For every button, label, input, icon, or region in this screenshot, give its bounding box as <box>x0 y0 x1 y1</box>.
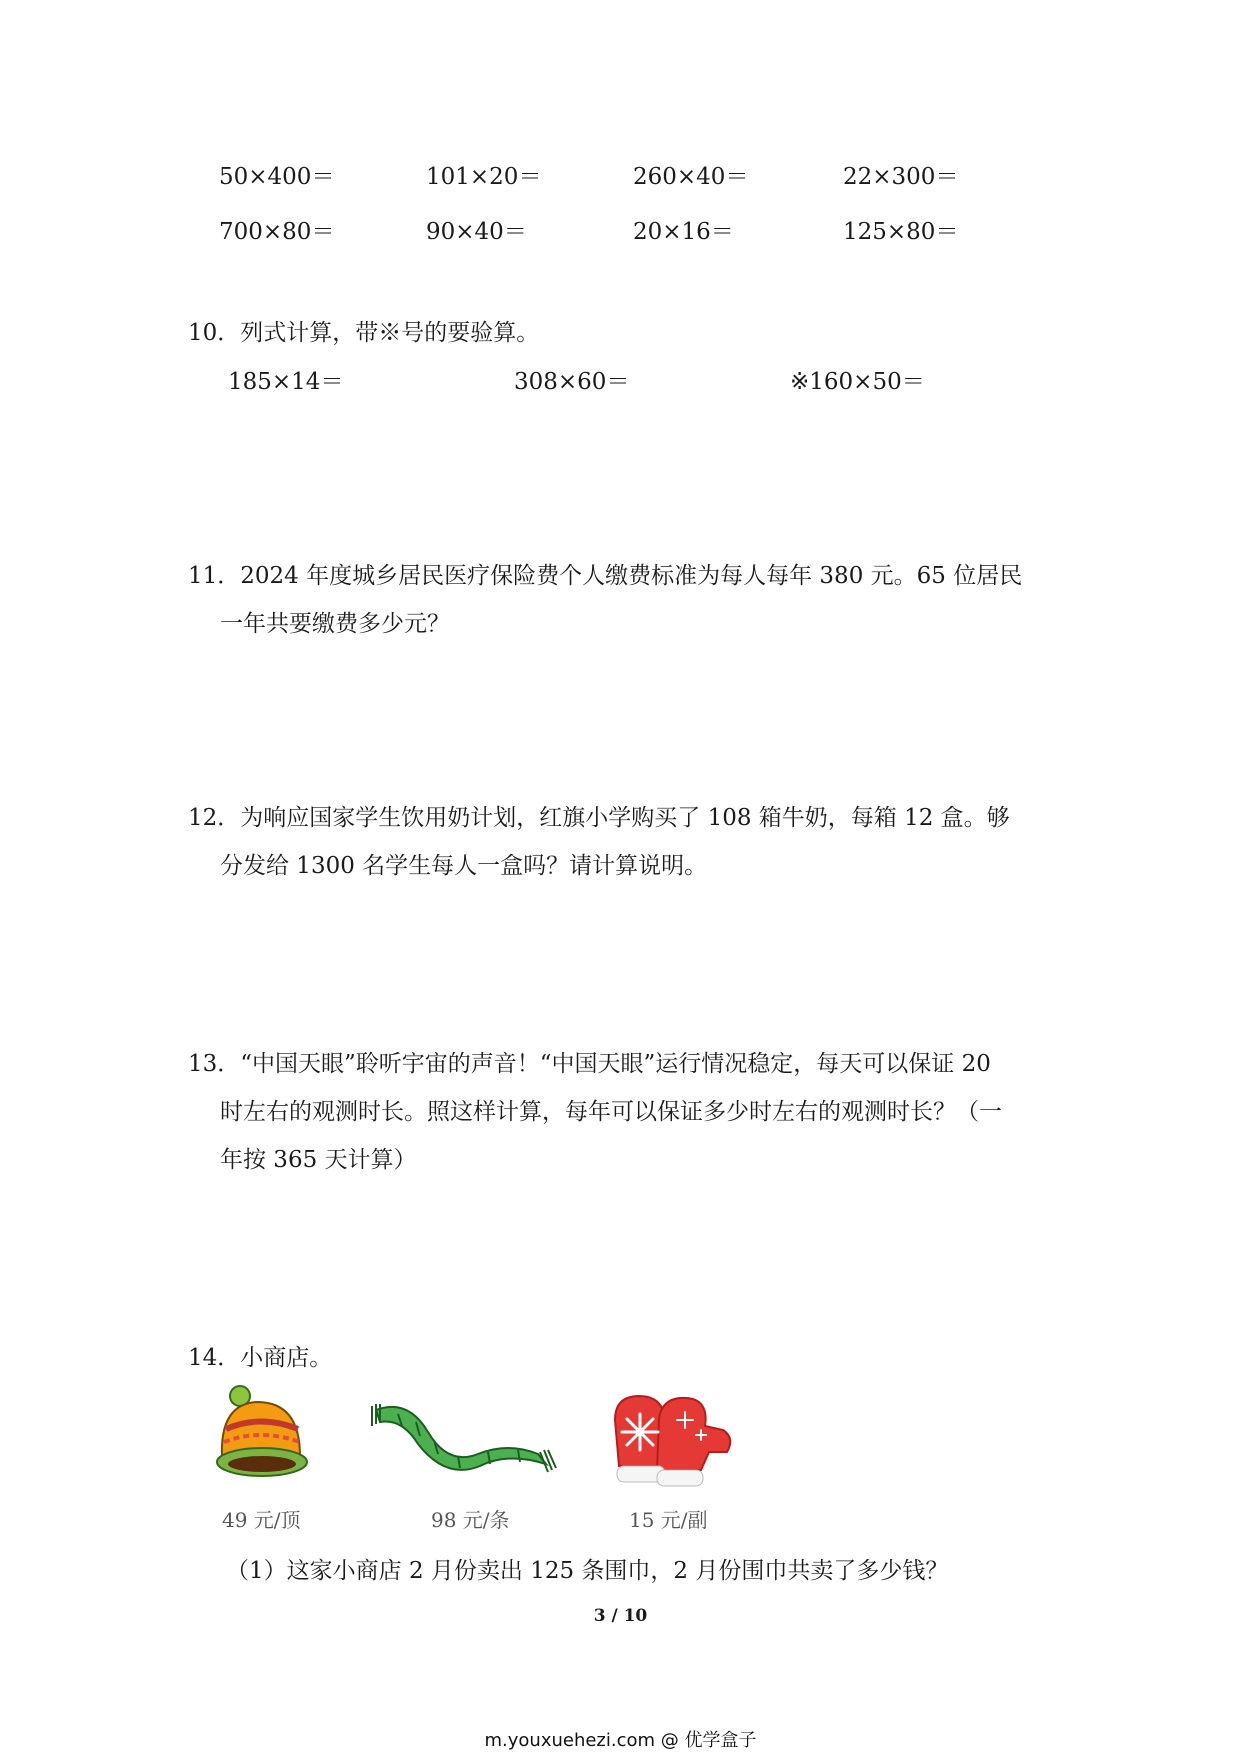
question-13-line: 13．“中国天眼”聆听宇宙的声音！“中国天眼”运行情况稳定，每天可以保证 20 <box>188 1051 991 1077</box>
question-12-line: 12．为响应国家学生饮用奶计划，红旗小学购买了 108 箱牛奶，每箱 12 盒。够 <box>188 805 1010 831</box>
price-label: 49 元/顶 <box>222 1508 301 1532</box>
question-11-line: 一年共要缴费多少元？ <box>220 611 450 637</box>
calc-item: 22×300＝ <box>843 164 959 190</box>
calc-item: 260×40＝ <box>633 164 749 190</box>
calc-item: 101×20＝ <box>426 164 542 190</box>
question-14-title: 14．小商店。 <box>188 1345 333 1371</box>
footer-watermark: m.youxuehezi.com @ 优学盒子 <box>484 1730 757 1751</box>
price-label: 15 元/副 <box>629 1508 708 1532</box>
question-10-item: 185×14＝ <box>228 369 344 395</box>
mittens-icon <box>605 1390 740 1494</box>
calc-item: 700×80＝ <box>219 219 335 245</box>
calc-item: 50×400＝ <box>219 164 335 190</box>
hat-icon <box>212 1384 312 1484</box>
scarf-icon <box>368 1392 563 1480</box>
question-12-line: 分发给 1300 名学生每人一盒吗？请计算说明。 <box>220 853 708 879</box>
question-10-item: ※160×50＝ <box>790 369 925 395</box>
question-10-title: 10．列式计算，带※号的要验算。 <box>188 320 540 346</box>
calc-item: 125×80＝ <box>843 219 959 245</box>
calc-item: 20×16＝ <box>633 219 734 245</box>
question-14-sub-1: （1）这家小商店 2 月份卖出 125 条围巾，2 月份围巾共卖了多少钱？ <box>226 1558 949 1584</box>
question-10-item: 308×60＝ <box>514 369 630 395</box>
question-13-line: 时左右的观测时长。照这样计算，每年可以保证多少时左右的观测时长？（一 <box>220 1099 1002 1125</box>
calc-item: 90×40＝ <box>426 219 527 245</box>
question-13-line: 年按 365 天计算） <box>220 1147 417 1173</box>
page-number: 3 / 10 <box>593 1606 648 1626</box>
price-label: 98 元/条 <box>431 1508 510 1532</box>
question-11-line: 11．2024 年度城乡居民医疗保险费个人缴费标准为每人每年 380 元。65 位居民 <box>188 563 1023 589</box>
